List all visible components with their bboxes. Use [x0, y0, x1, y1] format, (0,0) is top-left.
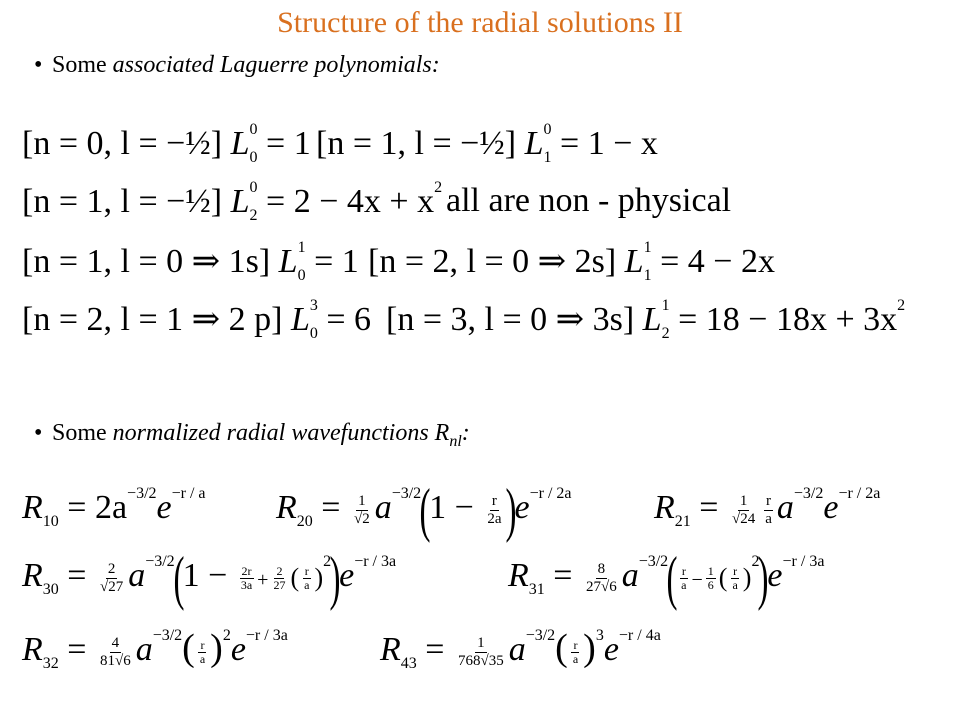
eq-a: a: [508, 631, 526, 668]
laguerre-eq-row2a: [22, 180, 442, 224]
eq-upper: 0: [249, 121, 258, 138]
frac-num: r: [491, 493, 497, 510]
frac-den: a: [199, 651, 206, 666]
frac-num: 4: [111, 635, 120, 652]
eq-exp1: −3/2: [391, 485, 422, 502]
eq-exp1: −3/2: [525, 627, 556, 644]
coef-fraction: [584, 561, 619, 595]
eq-R-sub: 32: [42, 655, 59, 672]
wavefunction-R20: $R_{20}$ = $\frac{1}{√2}$ $a^{-3/2}(1$ − $\frac{r}{2a}$ )$e^{-r / 2a}$: [276, 477, 572, 544]
bullet-text-italic: normalized radial wavefunctions R: [112, 420, 450, 446]
coef-fraction: [98, 635, 133, 669]
eq-rhs: = 1: [266, 125, 311, 162]
frac-den: 81√6: [99, 652, 131, 669]
eq-R: R: [22, 557, 43, 594]
term1-fraction: [679, 565, 688, 592]
eq-plus: +: [257, 569, 269, 591]
eq-square: 2: [222, 627, 231, 644]
paren-close: ): [210, 627, 223, 669]
frac-num: 1: [358, 493, 366, 510]
eq-lower: 0: [309, 325, 318, 342]
eq-exp1: −3/2: [638, 553, 669, 570]
wavefunction-R10: [22, 486, 206, 530]
term2-fraction: [239, 565, 254, 592]
eq-e: e: [823, 489, 839, 526]
wavefunction-R30: $R_{30}$ = $\frac{2}{√27}$ $a^{-3/2}(1$ − $\frac{2r}{3a}$ + $\frac{2}{27}$ ( $\frac{r}{a}$ )$^2)e^{-r / 3a}$: [22, 545, 397, 612]
eq-term1: 1 −: [182, 557, 228, 594]
eq-R: R: [654, 489, 675, 526]
eq-L: L: [524, 125, 544, 162]
eq-exp1: −3/2: [152, 627, 183, 644]
nonphysical-note: all are non - physical: [446, 182, 732, 219]
eq-e: e: [339, 557, 355, 594]
eq-R: R: [22, 631, 43, 668]
coef-fraction: [730, 493, 757, 527]
eq-L: L: [230, 125, 250, 162]
eq-cube: 3: [595, 627, 604, 644]
eq-bracket: [n = 3, l = 0 ⇒ 3s]: [386, 301, 635, 338]
r-fraction: [485, 493, 503, 527]
eq-e: e: [514, 489, 530, 526]
frac-den: a: [681, 577, 687, 592]
bullet-dot-icon: •: [34, 420, 43, 446]
bullet-laguerre: [34, 52, 440, 79]
paren-open: (: [555, 627, 568, 669]
eq-lower: 2: [249, 207, 258, 224]
eq-rhs: = 1 − x: [560, 125, 658, 162]
eq-exp2: −r / 3a: [245, 627, 288, 644]
frac-den: 2a: [487, 510, 502, 527]
eq-R-sub: 30: [42, 581, 59, 598]
frac-num: r: [304, 563, 309, 578]
frac-num: r: [200, 637, 205, 652]
eq-rhs: = 2 − 4x + x: [266, 183, 435, 220]
bullet-dot-icon: •: [34, 52, 43, 78]
eq-rhs-sup: 2: [434, 179, 443, 196]
laguerre-eq-row3b: [368, 240, 775, 284]
wavefunction-R21: $R_{21}$ = $\frac{1}{√24}$ $\frac{r}{a}$ $a^{-3/2}e^{-r / 2a}$: [654, 485, 881, 530]
eq-minus: −: [691, 569, 703, 591]
frac-den: 6: [707, 577, 714, 592]
term2-fraction: [706, 565, 716, 592]
bullet-text-post: :: [431, 52, 440, 78]
eq-lower: 1: [543, 149, 552, 166]
frac-den: 27√6: [585, 578, 617, 595]
eq-upper: 1: [661, 297, 670, 314]
inner-paren-close: ): [314, 563, 324, 592]
frac-num: 2r: [241, 563, 252, 578]
eq-rhs: = 1: [314, 243, 359, 280]
eq-lower: 0: [249, 149, 258, 166]
laguerre-eq-row4a: [22, 298, 371, 342]
eq-R: R: [276, 489, 297, 526]
bullet-text-italic: associated Laguerre polynomials: [112, 52, 432, 78]
eq-exp1: −3/2: [145, 553, 175, 570]
eq-bracket: [n = 2, l = 1 ⇒ 2 p]: [22, 301, 283, 338]
eq-R-sub: 10: [42, 513, 59, 530]
eq-bracket: [n = 1, l = 0 ⇒ 1s]: [22, 243, 271, 280]
paren-close: ): [757, 545, 769, 612]
frac-num: r: [573, 637, 578, 652]
eq-upper: 3: [309, 297, 318, 314]
eq-e: e: [156, 489, 172, 526]
frac-num: 1: [707, 563, 714, 578]
eq-rhs: = 2a: [67, 489, 128, 526]
paren-close: ): [505, 477, 517, 544]
wavefunction-R32: $R_{32}$ = $\frac{4}{81√6}$ $a^{-3/2}$( $\frac{r}{a}$ )$^2e^{-r / 3a}$: [22, 627, 288, 672]
bullet-text-sub: nl: [449, 432, 462, 450]
eq-R-sub: 43: [400, 655, 417, 672]
eq-a: a: [776, 489, 794, 526]
term1-fraction: [571, 639, 580, 666]
eq-a: a: [621, 557, 639, 594]
frac-den: √24: [731, 510, 756, 527]
term4-fraction: [302, 565, 311, 592]
paren-open: (: [173, 545, 185, 612]
eq-exp2: −r / 3a: [354, 553, 397, 570]
eq-R-sub: 31: [528, 581, 545, 598]
term3-fraction: [271, 565, 287, 592]
paren-close: ): [583, 627, 596, 669]
eq-bracket: [n = 1, l = −½]: [316, 125, 517, 162]
laguerre-eq-row1a: [22, 122, 311, 166]
eq-lower: 1: [643, 267, 652, 284]
eq-bracket: [n = 1, l = −½]: [22, 183, 223, 220]
paren-open: (: [666, 545, 678, 612]
eq-rhs: = 18 − 18x + 3x: [678, 301, 898, 338]
eq-a: a: [128, 557, 146, 594]
eq-square: 2: [751, 553, 760, 570]
eq-L: L: [624, 243, 644, 280]
frac-num: 1: [739, 493, 748, 510]
eq-bracket: [n = 2, l = 0 ⇒ 2s]: [368, 243, 617, 280]
term3-fraction: [730, 565, 739, 592]
inner-paren-open: (: [718, 563, 728, 592]
eq-L: L: [230, 183, 250, 220]
eq-rhs: = 6: [326, 301, 372, 338]
frac-den: a: [304, 577, 310, 592]
frac-num: 2: [276, 563, 283, 578]
wavefunction-R31: $R_{31}$ = $\frac{8}{27√6}$ $a^{-3/2}$( $\frac{r}{a}$ − $\frac{1}{6}$ ( $\frac{r}{a}$ )$^2)e^{-r / 3a}$: [508, 545, 825, 612]
bullet-text-pre: Some: [52, 52, 113, 78]
laguerre-eq-row3a: [22, 240, 359, 284]
eq-L: L: [290, 301, 310, 338]
eq-exp2: −r / 3a: [782, 553, 825, 570]
eq-bracket: [n = 0, l = −½]: [22, 125, 223, 162]
eq-exp2: −r / 4a: [618, 627, 661, 644]
bullet-text-pre: Some: [52, 420, 113, 446]
inner-paren-open: (: [290, 563, 300, 592]
eq-R: R: [508, 557, 529, 594]
eq-a: a: [135, 631, 153, 668]
eq-upper: 1: [297, 239, 306, 256]
eq-lower: 0: [297, 267, 306, 284]
eq-e: e: [230, 631, 246, 668]
frac-den: 3a: [240, 577, 253, 592]
inner-paren-close: ): [742, 563, 752, 592]
bullet-wavefunctions: [34, 420, 470, 451]
paren-close: ): [329, 545, 341, 612]
eq-square: 2: [323, 553, 332, 570]
eq-e: e: [603, 631, 619, 668]
eq-R: R: [380, 631, 401, 668]
eq-rhs: = 4 − 2x: [660, 243, 775, 280]
eq-exp1: −3/2: [793, 485, 824, 502]
paren-open: (: [182, 627, 195, 669]
eq-paren-term: 1 −: [429, 489, 474, 526]
eq-e: e: [767, 557, 783, 594]
frac-den: a: [765, 510, 772, 527]
eq-rhs-sup: 2: [897, 297, 906, 314]
frac-den: √27: [99, 578, 124, 595]
frac-den: 27: [273, 577, 286, 592]
frac-den: 768√35: [457, 652, 504, 669]
eq-R-sub: 20: [296, 513, 313, 530]
r-fraction: [763, 493, 774, 527]
eq-upper: 0: [543, 121, 552, 138]
frac-den: a: [572, 651, 579, 666]
frac-num: r: [733, 563, 738, 578]
eq-upper: 0: [249, 179, 258, 196]
coef-fraction: [352, 493, 372, 527]
coef-fraction: [98, 561, 125, 595]
eq-exp2: −r / 2a: [529, 485, 572, 502]
eq-lower: 2: [661, 325, 670, 342]
wavefunction-R43: $R_{43}$ = $\frac{1}{768√35}$ $a^{-3/2}$( $\frac{r}{a}$ )$^3e^{-r / 4a}$: [380, 627, 661, 672]
eq-exp2: −r / a: [171, 485, 206, 502]
frac-num: r: [766, 493, 772, 510]
slide-title: Structure of the radial solutions II: [277, 6, 683, 39]
eq-exp1: −3/2: [127, 485, 157, 502]
frac-den: a: [732, 577, 738, 592]
laguerre-eq-row1b: [316, 122, 658, 166]
frac-num: 8: [597, 561, 606, 578]
eq-L: L: [642, 301, 662, 338]
laguerre-eq-row4b: [386, 298, 905, 342]
eq-R-sub: 21: [674, 513, 691, 530]
eq-R: R: [22, 489, 43, 526]
frac-num: 2: [107, 561, 116, 578]
eq-a: a: [374, 489, 392, 526]
frac-den: √2: [353, 510, 370, 527]
eq-exp2: −r / 2a: [838, 485, 881, 502]
coef-fraction: [456, 635, 506, 669]
term1-fraction: [198, 639, 207, 666]
eq-upper: 1: [643, 239, 652, 256]
paren-open: (: [419, 477, 431, 544]
bullet-text-post: :: [461, 420, 470, 446]
eq-L: L: [278, 243, 298, 280]
frac-num: r: [681, 563, 686, 578]
frac-num: 1: [477, 635, 485, 652]
